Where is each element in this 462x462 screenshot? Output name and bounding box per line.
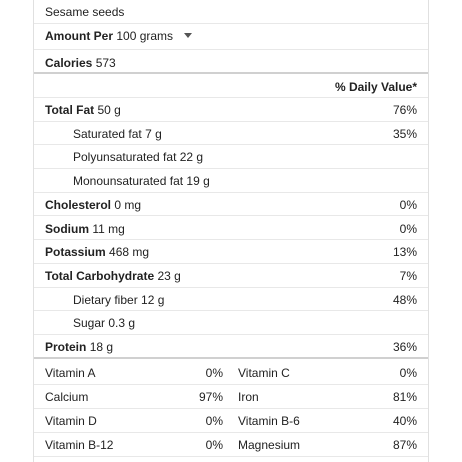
nutrient-label	[45, 340, 113, 354]
nutrient-amount: 11 mg	[92, 221, 125, 236]
food-name-row	[34, 0, 428, 24]
nutrient-daily-value: 36%	[392, 340, 417, 354]
amount-per-label: Amount Per	[45, 29, 114, 43]
calories-text	[45, 56, 116, 70]
nutrient-row	[34, 264, 428, 288]
nutrient-name: Dietary fiber	[73, 292, 138, 307]
nutrient-amount: 18 g	[89, 340, 114, 354]
vitamin-right-label: Iron	[238, 389, 259, 404]
amount-per-row	[34, 24, 428, 50]
nutrient-row	[34, 122, 428, 146]
nutrient-amount: 22 g	[179, 150, 204, 165]
nutrient-row	[34, 217, 428, 241]
vitamin-left-label: Vitamin A	[45, 365, 96, 380]
daily-value-header-row	[34, 74, 428, 98]
nutrient-amount: 7 g	[145, 126, 162, 141]
amount-per-selector[interactable]	[45, 29, 192, 43]
nutrient-daily-value: 13%	[392, 245, 417, 260]
nutrient-name: Total Carbohydrate	[45, 268, 155, 283]
nutrient-label	[45, 269, 181, 283]
vitamin-left-daily-value: 0%	[205, 413, 223, 428]
nutrient-row	[34, 311, 428, 335]
vitamin-right-label: Vitamin C	[238, 365, 290, 380]
nutrient-label	[45, 103, 121, 117]
vitamin-right-daily-value: 81%	[392, 389, 417, 404]
nutrient-label	[73, 293, 164, 307]
nutrient-name: Sugar	[73, 316, 106, 331]
nutrient-row	[34, 288, 428, 312]
vitamin-right-daily-value: 0%	[399, 365, 417, 380]
nutrient-label	[73, 150, 203, 164]
nutrient-row	[34, 335, 428, 359]
nutrient-amount: 19 g	[186, 174, 210, 189]
vitamin-row	[34, 385, 428, 409]
food-name: Sesame seeds	[45, 5, 125, 19]
nutrient-daily-value: 0%	[399, 197, 417, 212]
nutrient-name: Potassium	[45, 245, 106, 260]
vitamin-left-label: Vitamin D	[45, 413, 97, 428]
dropdown-caret-icon[interactable]	[184, 33, 192, 38]
amount-per-value: 100 grams	[116, 29, 174, 43]
vitamin-left-label: Calcium	[45, 389, 89, 404]
nutrient-daily-value: 7%	[399, 268, 417, 283]
nutrient-name: Monounsaturated fat	[73, 174, 184, 189]
nutrient-amount: 0.3 g	[108, 316, 136, 331]
nutrient-name: Cholesterol	[45, 197, 112, 212]
nutrient-row	[34, 98, 428, 122]
nutrient-row	[34, 240, 428, 264]
nutrient-row	[34, 193, 428, 217]
vitamin-left-daily-value: 0%	[205, 365, 223, 380]
calories-value: 573	[95, 56, 116, 70]
nutrient-label	[73, 316, 135, 330]
nutrient-name: Saturated fat	[73, 126, 142, 141]
nutrient-row	[34, 145, 428, 169]
nutrient-name: Polyunsaturated fat	[73, 150, 177, 165]
vitamin-right-label: Magnesium	[238, 437, 301, 452]
vitamin-row	[34, 361, 428, 385]
nutrition-facts-panel	[33, 0, 429, 462]
nutrient-daily-value: 48%	[392, 292, 417, 307]
calories-label: Calories	[45, 56, 93, 70]
vitamin-row	[34, 433, 428, 457]
calories-row	[34, 50, 428, 74]
nutrient-label	[45, 245, 149, 259]
vitamin-left-daily-value: 97%	[198, 389, 223, 404]
nutrient-amount: 0 mg	[114, 197, 142, 212]
vitamin-row	[34, 409, 428, 433]
nutrient-name: Protein	[45, 340, 87, 354]
nutrient-daily-value: 0%	[399, 221, 417, 236]
nutrient-label	[73, 127, 162, 141]
nutrient-amount: 50 g	[97, 103, 121, 117]
nutrient-amount: 12 g	[141, 292, 165, 307]
vitamin-right-daily-value: 87%	[392, 437, 417, 452]
nutrient-row	[34, 169, 428, 193]
nutrient-name: Total Fat	[45, 103, 95, 117]
nutrient-name: Sodium	[45, 221, 89, 236]
daily-value-header: % Daily Value*	[334, 80, 417, 94]
vitamin-left-label: Vitamin B-12	[45, 437, 114, 452]
nutrient-amount: 468 mg	[109, 245, 150, 260]
vitamin-right-daily-value: 40%	[392, 413, 417, 428]
nutrient-daily-value: 35%	[392, 126, 417, 141]
vitamin-left-daily-value: 0%	[205, 437, 223, 452]
nutrient-daily-value: 76%	[392, 103, 417, 117]
nutrient-label	[45, 198, 141, 212]
nutrient-amount: 23 g	[157, 268, 181, 283]
nutrient-label	[73, 174, 210, 188]
vitamin-right-label: Vitamin B-6	[238, 413, 300, 428]
nutrient-label	[45, 222, 125, 236]
